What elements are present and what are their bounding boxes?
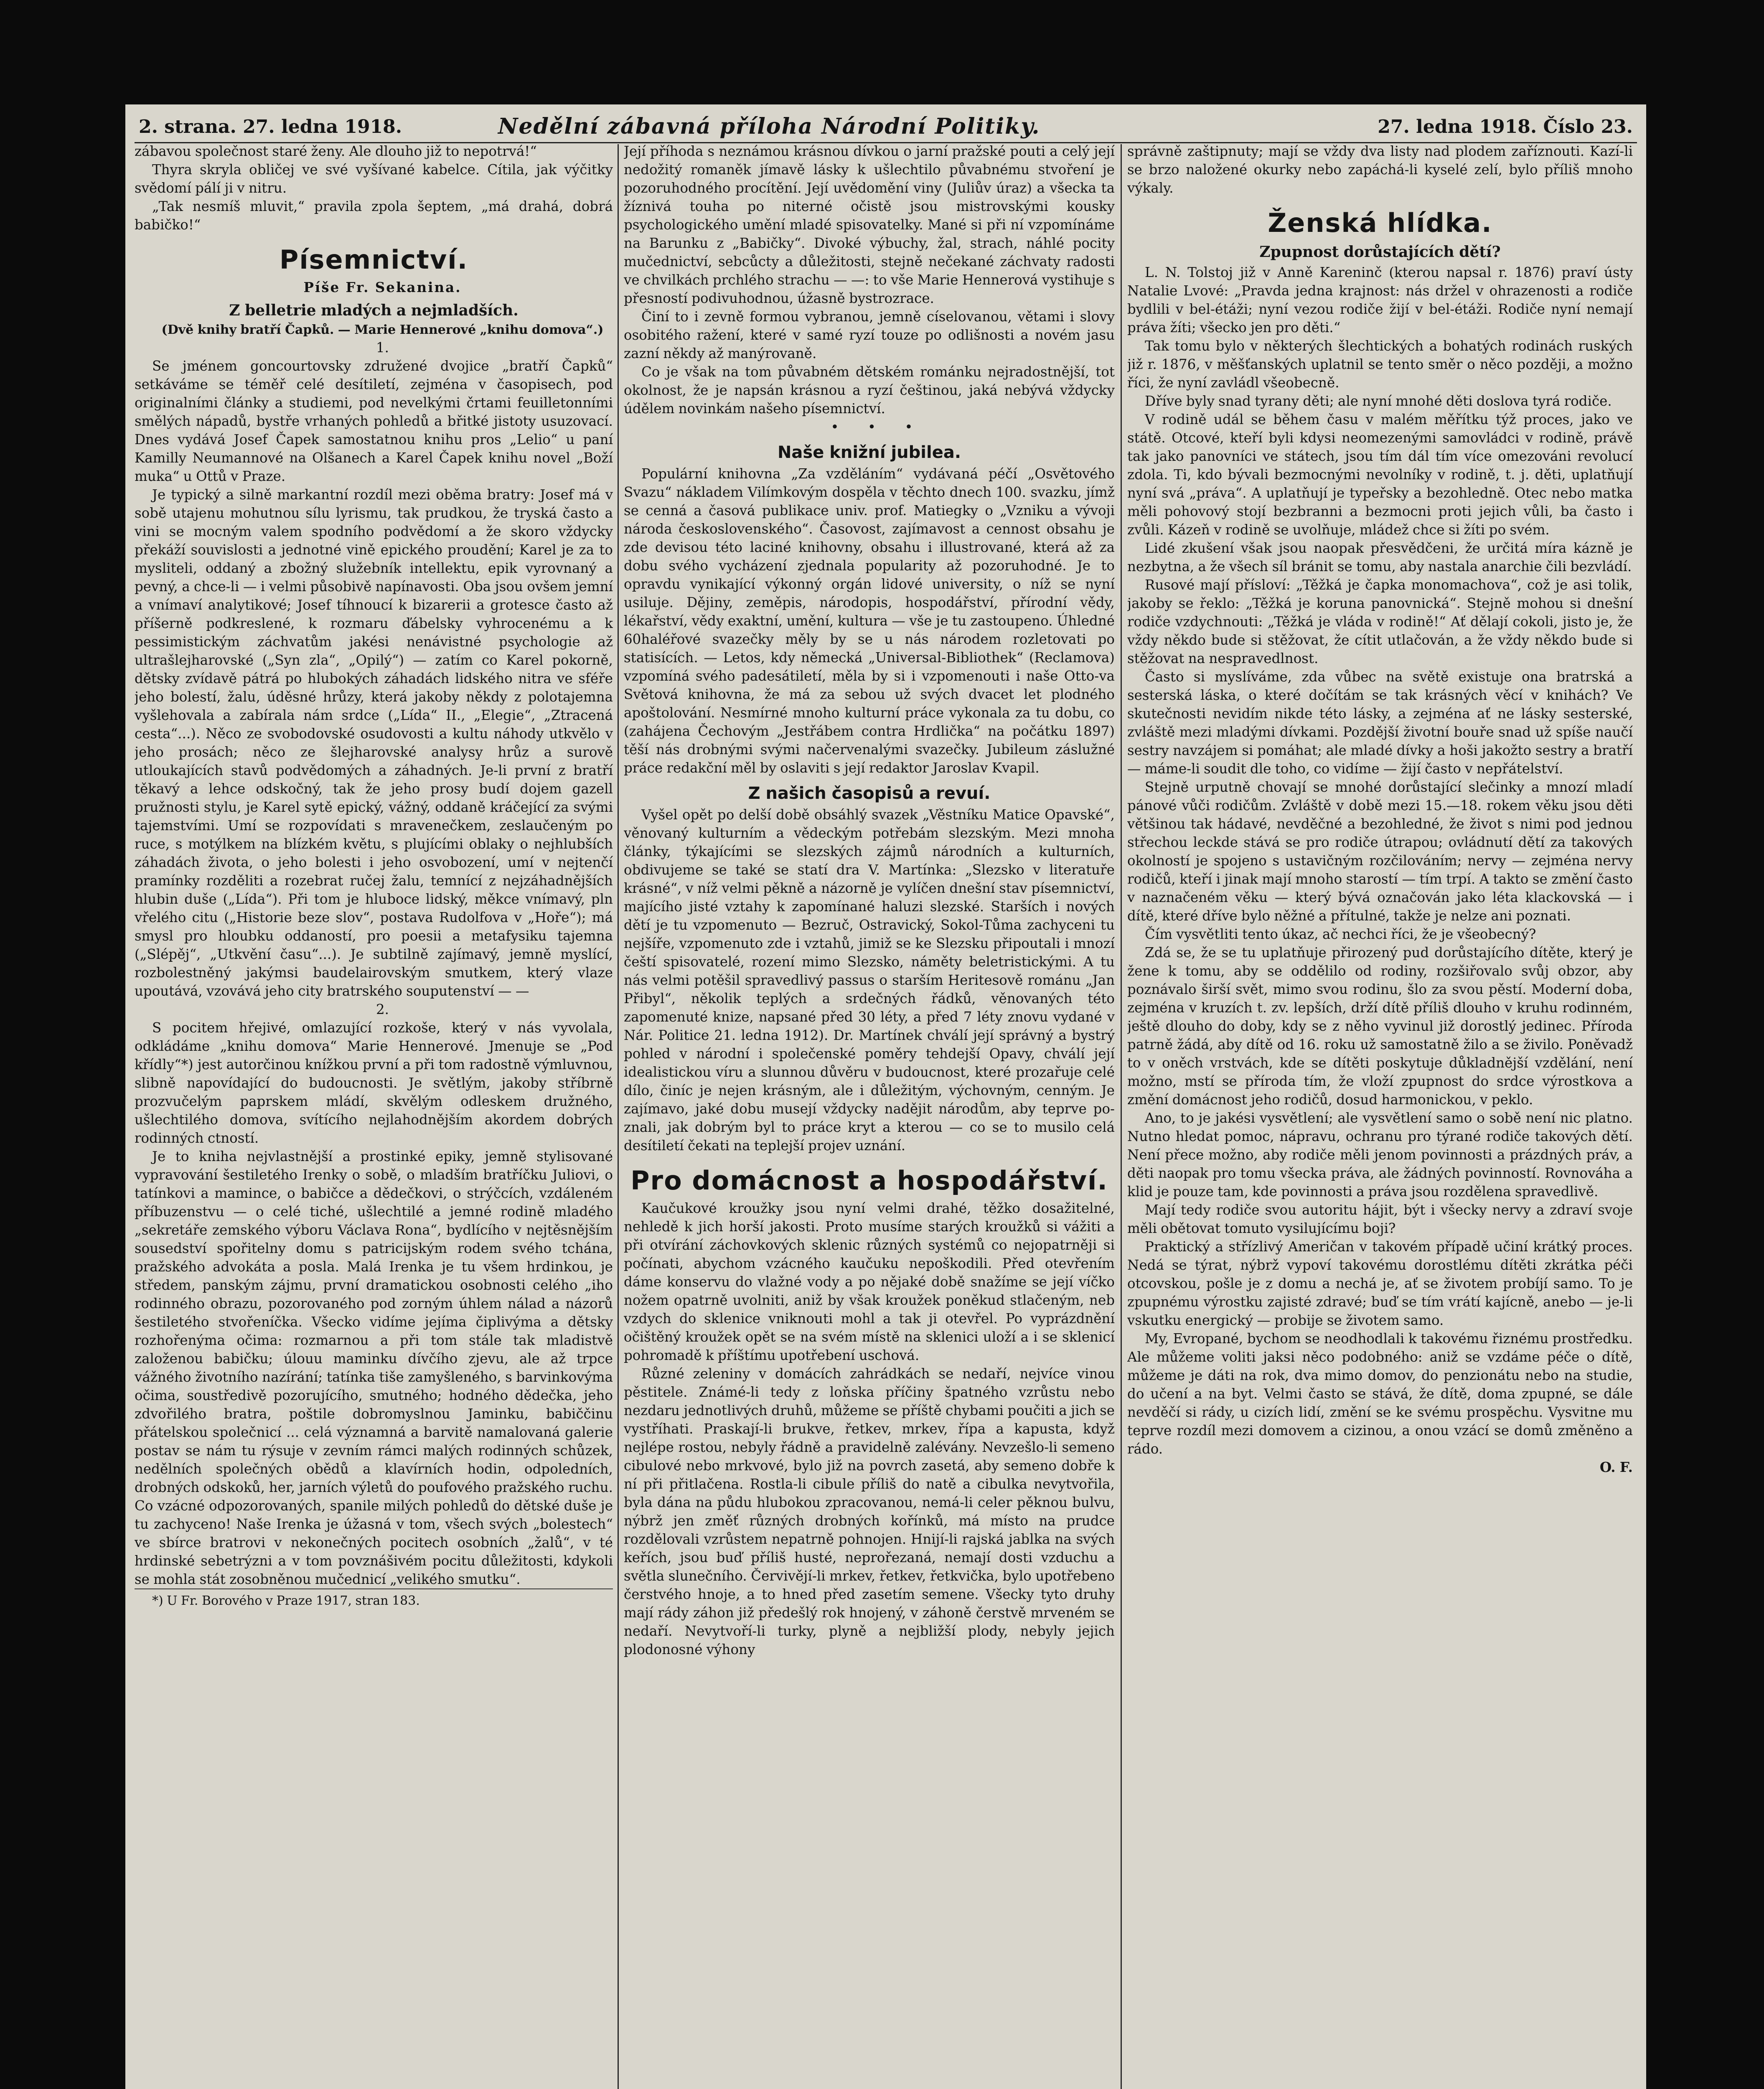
paragraph: L. N. Tolstoj již v Anně Kareninč (kterou napsal r. 1876) praví ústy Natalie Lvové: „Pravda jedna krajnost: nás držel v ohrazenosti a rodiče bydlili v bel-étáži; nyní vezou rodiče žijí v bel-étáži. Rodiče nyní nemají práva žíti; všecko jen pro děti.“ — [1127, 264, 1633, 335]
section-heading-jubilee: Naše knižní jubilea. — [777, 443, 961, 462]
column-2 — [624, 142, 1115, 2089]
paragraph: Činí to i zevně formou vybranou, jemně císelovanou, větami i slovy osobitého ražení, které v samé ryzí touze po odlišnosti a novém jasu zazní někdy až manýrovaně. — [624, 309, 1115, 361]
paragraph: Její příhoda s neznámou krásnou dívkou o jarní pražské pouti a celý její nedožitý romaněk jímavě lásky k ušlechtilo půvabnému stvoření je pozoruhodného procítění. Její uvědomění viny (Juliův úraz) a všecka ta žíznivá touha po niterné očistě jsou mistrovskými kousky psychologického umění mladé spisovatelky. Mané si při ní vzpomínáme na Barunku z „Babičky“. Divoké výbuchy, žal, strach, náhlé pocity mučednictví, sebcůcty a důležitosti, stejně nečekané záchvaty radosti ve chvilkách prchlého strachu — —: to vše Marie Hennerová vystihuje s přesností podivuhodnou, úžasně bystrozrace. — [624, 143, 1115, 306]
paragraph: zábavou společnost staré ženy. Ale dlouho již to nepotrvá!“ — [135, 143, 537, 159]
paragraph: Různé zeleniny v domácích zahrádkách se nedaří, nejvíce vinou pěstitele. Známé-li tedy z loňska příčiny špatného vzrůstu nebo nezdaru jednotlivých druhů, můžeme se příště chybami poučiti a jich se vystříhati. Praskají-li brukve, řetkev, mrkev, řípa a kapusta, když nejlépe rostou, nebyly řádně a pravidelně zalévány. Nevzešlo-li semeno cibulové nebo mrkvové, bylo již na povrch zasetá, aby semeno dobře k ní při přitlačena. Rostla-li cibule příliš do natě a cibulka nevytvořila, byla dána na půdu hlubokou zpracovanou, nemá-li celer pěknou bulvu, nýbrž jen změť různých drobných kořínků, má místo na prudce rozdělovali vzrůstem nepatrně pohnojen. Hnijí-li rajská jablka na svých keřích, jsou buď příliš husté, neprořezaná, nemají dosti vzduchu a světla slunečního. Červivějí-li mrkev, řetkev, řetkvička, bylo upotřebeno čerstvého hnoje, a to hned před zasetím semene. Všecky tyto druhy mají rády záhon již předešlý rok hnojený, v záhoně čerstvě mrveném se nedaří. Nevytvoří-li turky, plyně a nejbližší plody, nebyly jejich plodonosné výhony — [624, 1366, 1115, 1657]
paragraph: Zdá se, že se tu uplatňuje přirozený pud dorůstajícího dítěte, který je žene k tomu, aby se oddělilo od rodiny, rozšiřovalo svůj obzor, aby poznávalo širší svět, mimo svou rodinu, šlo za svou pěstí. Moderní doba, zejména v kruzích t. zv. lepších, drží dítě příliš dlouho v kruhu rodinném, ještě dlouho do doby, kdy se z něho vyvinul již dorostlý jedinec. Příroda patrně žádá, aby dítě od 16. roku už samostatně žilo a se živilo. Poněvadž to v oněch vrstvách, kde se dítěti poskytuje důkladnější vzdělání, není možno, mstí se příroda tím, že vloží zpupnost do srdce výrostkova a změní domácnost jeho rodičů, dosud harmonickou, v peklo. — [1127, 945, 1633, 1108]
column-rule — [618, 144, 619, 2089]
header-page-date: 2. strana. 27. ledna 1918. — [139, 116, 402, 137]
section-numeral: 1. — [376, 340, 389, 356]
column-rule — [1121, 144, 1122, 2089]
header-issue: 27. ledna 1918. Číslo 23. — [1378, 116, 1633, 137]
section-heading-household: Pro domácnost a hospodářství. — [630, 1165, 1108, 1196]
newspaper-sheet — [125, 104, 1646, 2089]
signature: O. F. — [1599, 1459, 1633, 1475]
section-numeral: 2. — [376, 1001, 389, 1017]
paragraph: S pocitem hřejivé, omlazující rozkoše, který v nás vyvolala, odkládáme „knihu domova“ Marie Hennerové. Jmenuje se „Pod křídly“*) jest autorčinou knížkou první a při tom radostně výmluvnou, slibně napovídající do budoucnosti. Je světlým, jakoby stříbrně prozvučelým paprskem mládí, skvělým odleskem družného, ušlechtilého domova, svítícího nejlahodnějším akordem dobrých rodinných ctností. — [135, 1020, 613, 1146]
separator-dots: • • • — [831, 419, 925, 435]
paragraph: Vyšel opět po delší době obsáhlý svazek „Věstníku Matice Opavské“, věnovaný kulturním a vědeckým potřebám slezským. Mezi mnoha články, týkajícími se slezských zájmů národních a kulturních, obdivujeme se také se statí dra V. Martínka: „Slezsko v literatuře krásné“, v níž velmi pěkně a názorně je vylíčen dnešní stav písemnictví, majícího jisté vztahy k zapomínané haluzi slezské. Starších i nových dětí je tu vzpomenuto — Bezruč, Ostravický, Sokol-Tůma zachyceni tu nejšíře, vzpomenuto zde i vztahů, jimiž se ke Slezsku připoutali i mnozí čeští spisovatelé, rození mimo Slezsko, náměty beletristickými. A tu nás velmi potěšil spravedlivý passus o starším Heritesově románu „Jan Přibyl“, několik teplých a srdečných řádků, věnovaných této zapomenuté knize, napsané před 30 léty, a před 7 léty znovu vydané v Nár. Politice 21. ledna 1912). Dr. Martínek chválí její správný a bystrý pohled v národní i společenské poměry tehdejší Opavy, chválí její idealistickou víru a slunnou důvěru v budoucnost, které prozařuje celé dílo, činíc je nejen krásným, ale i důležitým, výchovným, cenným. Je zajímavo, jaké dobu musejí vždycky nadějit národům, aby teprve po-znali, jak dobrým byl to práce kryt a kterou — co se to musilo celá desítiletí čekati na teplejší projev uznání. — [624, 807, 1115, 1154]
paragraph: Dříve byly snad tyrany děti; ale nyní mnohé děti doslova tyrá rodiče. — [1145, 393, 1612, 409]
paragraph: Se jménem goncourtovsky združené dvojice „bratří Čapků“ setkáváme se téměř celé desítiletí, zejména v časopisech, pod originalními články a studiemi, pod nevelkými črtami feuilletonními smělých nápadů, bystře vrhaných pohledů a břitké jistoty usuzovací. Dnes vydává Josef Čapek samostatnou knihu pros „Lelio“ u paní Kamilly Neumannové na Olšanech a Karel Čapek knihu novel „Boží muka“ u Ottů v Praze. — [135, 358, 613, 484]
column-1 — [135, 142, 613, 2089]
column-3 — [1127, 142, 1633, 2089]
paragraph: Stejně urputně chovají se mnohé dorůstající slečinky a mnozí mladí pánové vůči rodičům. Zvláště v době mezi 15.—18. rokem věku jsou děti většinou tak hádavé, nevděčné a bezohledné, že život s nimi pod jednou střechou leckde stává se pro rodiče útrapou; ovládnutí dětí za takových okolností je spojeno s ustavičným rozčilováním; nervy — zejména nervy rodičů, kteří i jinak mají mnoho starostí — tím trpí. A takto se změní často v naznačeném věku — který bývá označován jako léta klackovská — i dítě, které dříve bylo něžné a přítulné, takže je nelze ani poznati. — [1127, 779, 1633, 924]
article-subtitle: (Dvě knihy bratří Čapků. — Marie Hennerové „knihu domova“.) — [161, 323, 604, 337]
paragraph: „Tak nesmíš mluvit,“ pravila zpola šeptem, „má drahá, dobrá babičko!“ — [135, 198, 613, 233]
section-heading-womens-watch: Ženská hlídka. — [1268, 208, 1492, 238]
header-masthead: Nedělní zábavná příloha Národní Politiky. — [498, 114, 1040, 139]
footnote: *) U Fr. Borového v Praze 1917, stran 183. — [135, 1588, 613, 1610]
article-heading: Z belletrie mladých a nejmladších. — [229, 302, 519, 319]
section-heading-magazines: Z našich časopisů a revuí. — [748, 784, 991, 803]
paragraph: Thyra skryla obličej ve své vyšívané kabelce. Cítila, jak výčitky svědomí pálí ji v nitru. — [135, 162, 613, 196]
paragraph: Rusové mají přísloví: „Těžká je čapka monomachova“, což je asi tolik, jakoby se řeklo: „Těžká je koruna panovnická“. Stejně mohou si dnešní rodiče vzdychnouti: „Těžká je vláda v rodině!“ Ať dělají cokoli, jisto je, že vždy někdo bude si stěžovat, že cítit utlačován, a že vždy někdo bude si stěžovat na nespravedlnost. — [1127, 577, 1633, 666]
paragraph: V rodině udál se během času v malém měřítku týž proces, jako ve státě. Otcové, kteří byli kdysi neomezenými samovládci v rodině, právě tak jako panovníci ve státech, jsou tím dál tím více omezováni revolucí zdola. Ti, kdo bývali bezmocnými nevolníky v rodině, t. j. děti, uplatňují nyní svá „práva“. A uplatňují je typeřsky a bezohledně. Otec nebo matka měli pohovový stojí bezbranni a bezmocni proti jejich vůli, ba často i zvůli. Kázeň v rodině se uvolňuje, mládež chce si žíti po svém. — [1127, 412, 1633, 538]
paragraph: správně zaštipnuty; mají se vždy dva listy nad plodem zaříznouti. Kazí-li se brzo naložené okurky nebo zapáchá-li kyselé zelí, bylo příliš mnoho výkaly. — [1127, 143, 1633, 196]
article-heading: Zpupnost dorůstajících dětí? — [1259, 243, 1501, 261]
paragraph: Co je však na tom půvabném dětském románku nejradostnější, tot okolnost, že je napsán krásnou a ryzí češtinou, jaká nebývá vždycky údělem novinkám našeho písemnictví. — [624, 364, 1115, 417]
paragraph: Často si myslíváme, zda vůbec na světě existuje ona bratrská a sesterská láska, o které dočítám se tak krásných věcí v knihách? Ve skutečnosti nevidím nikde této lásky, a zejména ať ne lásky sesterské, zvláště mezi mladými dívkami. Pozdější životní bouře snad už spíše naučí sestry navzájem si pomáhat; ale mladé dívky a hoši jakožto sestry a bratří — máme-li soudit dle toho, co vidíme — žijí často v nepřátelství. — [1127, 669, 1633, 777]
paragraph: Je typický a silně markantní rozdíl mezi oběma bratry: Josef má v sobě utajenu mohutnou sílu lyrismu, tak prudkou, že tryská často a vini se mocným valem spodního podvědomí a že skoro vždycky překáží souvislosti a jednotné vině epického proudění; Karel je za to mysliteli, oddaný a zbožný služebník intellektu, epik vyrovnaný a pevný, a chce-li — i velmi působivě napínavosti. Oba jsou ovšem jemní a vnímaví analytikové; Josef tíhnoucí k bizarerii a grotesce často až příšerně podkreslené, k rozmaru ďábelsky vyhrocenému a k pessimistickým záchvatům jakési nenávistné psychologie až ultrašlejharovské („Syn zla“, „Opilý“) — zatím co Karel pokorně, dětsky zvídavě pátrá po hlubokých záhadách lidského nitra ve sféře jeho bolestí, žalu, úděsné hrůzy, která jakoby někdy z polotajemna vyšlehovala a zabírala nám srdce („Lída“ II., „Elegie“, „Ztracená cesta“...). Něco ze svobodovské osudovosti a kultu náhody utkvělo v jeho prosách; něco ze šlejharovské analysy hrůz a surově utloukajících stavů podvědomých a záhadných. Je-li první z bratří těkavý a lehce odskočný, tak že jeho prosy budí dojem gazell pružnosti stylu, je Karel sytě epický, vážný, oddaně kráčející za svými tajemstvími. Umí se rozpovídati s mravenečkem, zeslaučeným po ruce, s motýlkem na blízkém květu, s plujícími oblaky o nejhlubších záhadách života, o jeho bolesti i jeho osvobození, umí v nejtenčí pramínky rozděliti a rozebrat ručej žalu, temnící z nejzáhadnějších hlubin duše („Lída“). Při tom je hluboce lidský, měkce vnímavý, pln vřelého citu („Historie beze slov“, postava Rudolfova v „Hoře“); má smysl pro hloubku oddaností, pro poesii a metafysiku tajemna („Slépěj“, „Utkvění času“...). Je subtilně zajímavý, jemně myslící, rozbolestněný jakýmsi baudelairovským smutkem, který vlaze upoutává, vzovává jeho city bratrského souputenství — — — [135, 487, 613, 999]
paragraph: Čím vysvětliti tento úkaz, ač nechci říci, že je všeobecný? — [1145, 926, 1536, 942]
paragraph: My, Evropané, bychom se neodhodlali k takovému řiznému prostředku. Ale můžeme voliti jaksi něco podobného: aniž se vzdáme péče o dítě, můžeme je dáti na rok, dva mimo domov, do penzionátu nebo na studie, do učení a na byt. Velmi často se stává, že dítě, doma zpupné, se dále nevděčí si rády, u cizích lidí, změní se ke svému prospěchu. Vysvitne mu teprve rozdíl mezi domovem a cizinou, a onou vzácí se domů změněno a rádo. — [1127, 1331, 1633, 1457]
paragraph: Praktický a střízlivý Američan v takovém případě učiní krátký proces. Nedá se týrat, nýbrž vypoví takovému dorostlému dítěti zkrátka péči otcovskou, pošle je z domu a nechá je, ať se životem probíjí samo. To je zpupnému výrostku zajisté zdravé; buď se tím vrátí kajícně, anebo — je-li vskutku energický — probije se životem samo. — [1127, 1239, 1633, 1328]
paragraph: Je to kniha nejvlastnější a prostinké epiky, jemně stylisované vypravování šestiletého Irenky o sobě, o mladším bratříčku Juliovi, o tatínkovi a mamince, o babičce a dědečkovi, o strýčcích, vzdáleném příbuzenstvu — o celé tiché, ušlechtilé a jemné rodině mladého „sekretáře zemského výboru Václava Rona“, bydlícího v nejtěsnějším sousedství spořitelny domu s patricijským rodem svého tchána, pražského advokáta a posla. Malá Irenka je tu všem hrdinkou, je středem, panským zájmu, první dramatickou osobnosti celého „iho rodinného obrazu, pozorovaného pod zorným úhlem nálad a názorů šestiletého stvořeníčka. Všecko vidíme jejíma čiplivýma a dětsky rozhořenýma očima: rozmarnou a při tom stále tak mladistvě založenou babičku; úlouu maminku dívčího zjevu, ale až trpce vážného životního nazírání; tatínka tiše zamyšleného, s barvinkovýma očima, soustředivě pozorujícího, smutného; hodného dědečka, jeho zdvořilého bratra, poštile dobromyslnou Jaminku, babiččinu přátelskou společnicí ... celá významná a barvitě namalovaná galerie postav se nám tu rýsuje v zevním rámci malých rodinných schůzek, nedělních společných obědů a klavírních hodin, odpoledních, drobných odskoků, her, jarních výletů do poufového pražského ruchu. Co vzácné odpozorovaných, spanile milých pohledů do dětské duše je tu zachyceno! Naše Irenka je úžasná v tom, všech svých „bolestech“ ve sbírce bratrovi v nekonečných pocitech osobních „žalů“, v té hrdinské sebetrýzni a v tom povznášivém pocitu důležitosti, kdykoli se mohla stát zosobněnou mučednicí „velikého smutku“. — [135, 1149, 613, 1587]
page-header — [135, 113, 1637, 143]
paragraph: Tak tomu bylo v některých šlechtických a bohatých rodinách ruských již r. 1876, v měšťanských uplatnil se tento směr o něco později, a možno říci, že nyní zavládl všeobecně. — [1127, 338, 1633, 391]
byline: Píše Fr. Sekanina. — [303, 279, 462, 295]
paragraph: Lidé zkušení však jsou naopak přesvědčeni, že určitá míra kázně je nezbytna, a že všech síl bránit se tomu, aby nastala anarchie čili bezvládí. — [1127, 540, 1633, 574]
paragraph: Ano, to je jakési vysvětlení; ale vysvětlení samo o sobě není nic platno. Nutno hledat pomoc, nápravu, ochranu pro týrané rodiče takových dětí. Není přece možno, aby rodiče měli jenom povinnosti a prázdných práv, a děti naopak pro tomu všecka práva, ale žádných povinností. Rovnováha a klid je pouze tam, kde povinnosti a práva jsou rozdělena spravedlivě. — [1127, 1110, 1633, 1200]
paragraph: Populární knihovna „Za vzděláním“ vydávaná péčí „Osvětového Svazu“ nákladem Vilímkovým dospěla v těchto dnech 100. svazku, jímž se cenná a časová publikace univ. prof. Matiegky o „Vzniku a vývoji národa československého“. Časovost, zajímavost a cennost obsahu je zde devisou této laciné knihovny, obsahu i illustrované, která až za dobu svého vycházení zjednala popularity až pozoruhodné. Je to opravdu vynikající výkonný orgán lidové university, o níž se nyní usiluje. Dějiny, zeměpis, národopis, hospodářství, přírodní vědy, lékařství, vědy exaktní, umění, kultura — vše je tu zastoupeno. Úhledné 60haléřové svazečky měly by se u nás národem rozletovati po statisících. — Letos, kdy německá „Universal-Bibliothek“ (Reclamova) vzpomíná svého padesátiletí, měla by si i vzpomenouti i naše Otto-va Světová knihovna, že má za sebou už svých dvacet let plodného apoštolování. Nesmírné mnoho kulturní práce vykonala za tu dobu, co (zahájena Čechovým „Jestřábem contra Hrdlička“ na počátku 1897) těší nás drobnými svými načervenalými svazečky. Jubileum záslužné práce redakční měl by oslaviti s její redaktor Jaroslav Kvapil. — [624, 466, 1115, 776]
paragraph: Kaučukové kroužky jsou nyní velmi drahé, těžko dosažitelné, nehledě k jich horší jakosti. Proto musíme starých kroužků si vážiti a při otvírání záchovkových sklenic různých systémů co nejopatrněji si počínati, abychom vzácného kaučuku nepoškodili. Před otevřením dáme konservu do vlažné vody a po nějaké době snažíme se její víčko nožem opatrně uvolniti, aniž by však kroužek poněkud stlačeným, neb vzdych do sklenice vniknouti mohl a tak ji otevřel. Po vyprázdnění očištěný kroužek opět se na svém místě na sklenici uloží a i se sklenicí pohromadě k příštímu upotřebení uschová. — [624, 1200, 1115, 1363]
section-heading-literature: Písemnictví. — [279, 244, 468, 275]
paragraph: Mají tedy rodiče svou autoritu hájit, být i všecky nervy a zdraví svoje měli obětovat tomuto vysilujícímu boji? — [1127, 1202, 1633, 1236]
